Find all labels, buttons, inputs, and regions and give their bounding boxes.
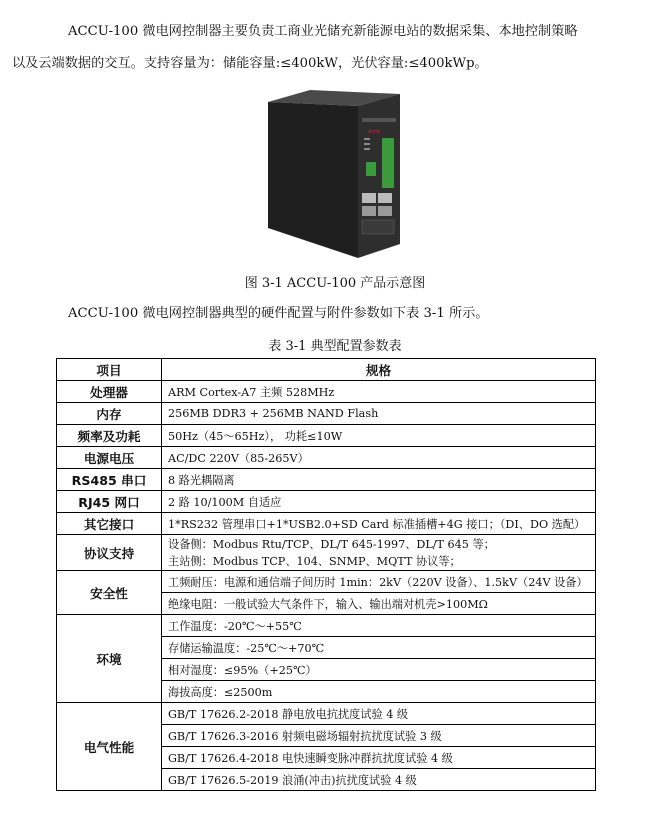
row-key: 处理器 <box>57 381 162 403</box>
elec-rf: GB/T 17626.3-2016 射频电磁场辐射抗扰度试验 3 级 <box>162 725 596 747</box>
figure-caption: 图 3-1 ACCU-100 产品示意图 <box>244 276 426 291</box>
env-altitude: 海拔高度：≤2500m <box>162 681 596 703</box>
safety-insulation: 绝缘电阻：一般试验大气条件下，输入、输出端对机壳>100MΩ <box>162 593 596 615</box>
table-row <box>57 381 596 403</box>
table-row <box>57 615 596 637</box>
intro2-paragraph: ACCU-100 微电网控制器典型的硬件配置与附件参数如下表 3-1 所示。 <box>68 306 489 321</box>
brand-logo: Acrel <box>368 129 381 135</box>
row-key: 协议支持 <box>57 535 162 571</box>
table-row <box>57 425 596 447</box>
row-key: 频率及功耗 <box>57 425 162 447</box>
intro-paragraph <box>12 16 640 80</box>
env-storage-temp: 存储运输温度：-25℃～+70℃ <box>162 637 596 659</box>
row-value: 1*RS232 管理串口+1*USB2.0+SD Card 标准插槽+4G 接口；（DI、DO 选配） <box>162 513 596 535</box>
table-row <box>57 403 596 425</box>
row-key: 安全性 <box>57 571 162 615</box>
env-operating-temp: 工作温度：-20℃～+55℃ <box>162 615 596 637</box>
table-row <box>57 535 596 571</box>
table-row <box>57 447 596 469</box>
row-value: 2 路 10/100M 自适应 <box>162 491 596 513</box>
table-caption: 表 3-1 典型配置参数表 <box>268 339 402 354</box>
row-key: RJ45 网口 <box>57 491 162 513</box>
table-row <box>57 469 596 491</box>
protocol-device-side: 设备侧：Modbus Rtu/TCP、DL/T 645-1997、DL/T 645 等； <box>168 537 495 551</box>
spec-table <box>56 358 596 791</box>
row-value: 8 路光耦隔离 <box>162 469 596 491</box>
row-value: 50Hz（45～65Hz）， 功耗≤10W <box>162 425 596 447</box>
table-header-row <box>57 359 596 381</box>
elec-surge: GB/T 17626.5-2019 浪涌(冲击)抗扰度试验 4 级 <box>162 769 596 791</box>
elec-esd: GB/T 17626.2-2018 静电放电抗扰度试验 4 级 <box>162 703 596 725</box>
table-row <box>57 571 596 593</box>
safety-withstand: 工频耐压：电源和通信端子间历时 1min：2kV（220V 设备）、1.5kV（24V 设备） <box>162 571 596 593</box>
row-value <box>162 535 596 571</box>
row-value: 256MB DDR3 + 256MB NAND Flash <box>162 403 596 425</box>
intro-line-2: 以及云端数据的交互。支持容量为：储能容量:≤400kW，光伏容量:≤400kWp。 <box>12 56 488 71</box>
header-item: 项目 <box>57 359 162 381</box>
row-value: AC/DC 220V（85-265V） <box>162 447 596 469</box>
env-humidity: 相对湿度：≤95%（+25℃） <box>162 659 596 681</box>
row-key: 环境 <box>57 615 162 703</box>
intro-line-1: ACCU-100 微电网控制器主要负责工商业光储充新能源电站的数据采集、本地控制策略 <box>68 24 578 39</box>
device-side <box>268 102 358 258</box>
row-key: 电源电压 <box>57 447 162 469</box>
row-key: 其它接口 <box>57 513 162 535</box>
table-row <box>57 491 596 513</box>
table-row <box>57 513 596 535</box>
header-spec: 规格 <box>162 359 596 381</box>
protocol-master-side: 主站侧：Modbus TCP、104、SNMP、MQTT 协议等； <box>168 554 461 568</box>
row-key: 电气性能 <box>57 703 162 791</box>
product-image <box>250 88 420 260</box>
row-key: 内存 <box>57 403 162 425</box>
row-key: RS485 串口 <box>57 469 162 491</box>
table-row <box>57 703 596 725</box>
elec-eft: GB/T 17626.4-2018 电快速瞬变脉冲群抗扰度试验 4 级 <box>162 747 596 769</box>
row-value: ARM Cortex-A7 主频 528MHz <box>162 381 596 403</box>
